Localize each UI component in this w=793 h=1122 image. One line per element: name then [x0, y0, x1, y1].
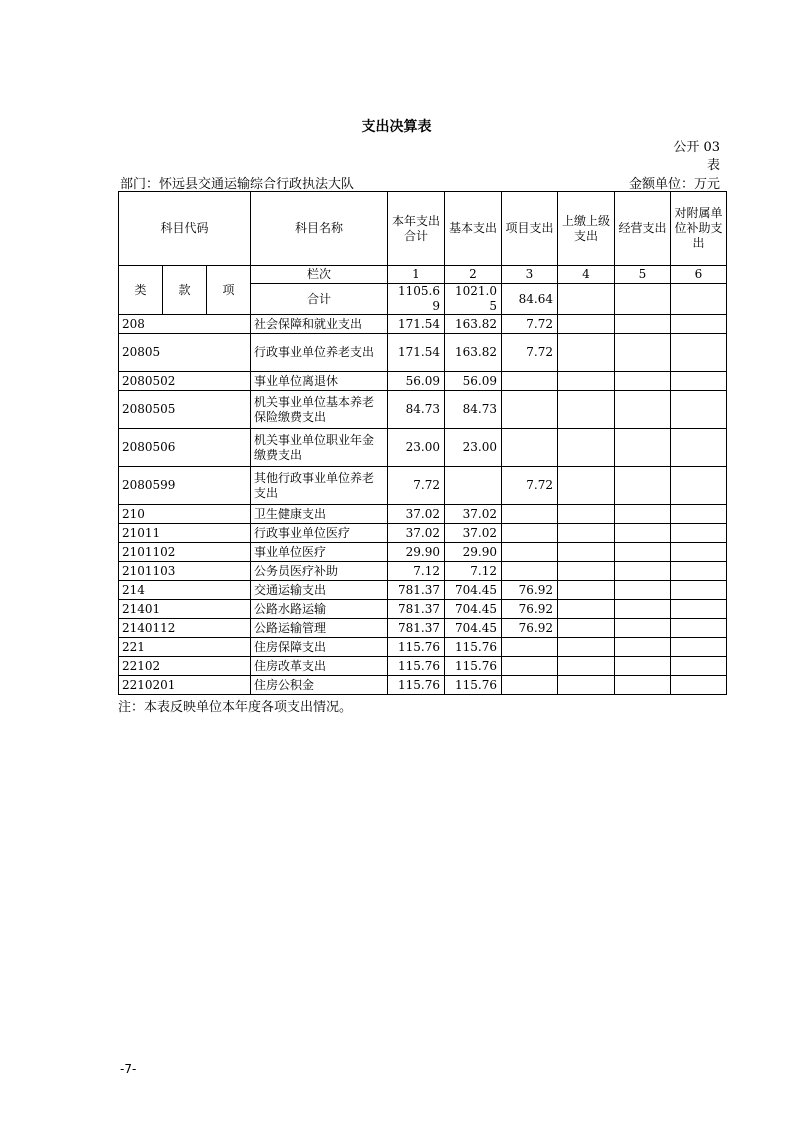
header-kuan: 款: [163, 266, 207, 315]
row-col1: 23.00: [388, 429, 445, 467]
table-row: [119, 334, 727, 372]
row-col2: 37.02: [445, 505, 502, 524]
row-col3: [502, 505, 558, 524]
row-name: 住房公积金: [251, 676, 388, 695]
page-number: -7-: [120, 1062, 137, 1076]
row-col3: 7.72: [502, 467, 558, 505]
row-code: 2140112: [119, 619, 251, 638]
row-col3: [502, 676, 558, 695]
row-col3: 76.92: [502, 581, 558, 600]
row-col3: 76.92: [502, 619, 558, 638]
row-col2: 115.76: [445, 657, 502, 676]
row-col3: [502, 372, 558, 391]
header-subject-code: 科目代码: [119, 192, 251, 266]
row-name: 行政事业单位养老支出: [251, 334, 388, 372]
row-name: 公路水路运输: [251, 600, 388, 619]
row-code: 2080505: [119, 391, 251, 429]
table-row: [119, 581, 727, 600]
row-code: 208: [119, 315, 251, 334]
table-row: [119, 315, 727, 334]
row-col1: 7.12: [388, 562, 445, 581]
table-row: [119, 429, 727, 467]
header-col2: 基本支出: [445, 192, 502, 266]
department-label: 部门：怀远县交通运输综合行政执法大队: [120, 177, 355, 192]
table-row: [119, 524, 727, 543]
header-subject-name: 科目名称: [251, 192, 388, 266]
header-col3: 项目支出: [502, 192, 558, 266]
table-row: [119, 543, 727, 562]
row-col1: 37.02: [388, 505, 445, 524]
row-name: 住房改革支出: [251, 657, 388, 676]
row-col1: 7.72: [388, 467, 445, 505]
row-col1: 115.76: [388, 638, 445, 657]
expenditure-table: [118, 191, 727, 695]
row-name: 公务员医疗补助: [251, 562, 388, 581]
table-row: [119, 619, 727, 638]
row-code: 221: [119, 638, 251, 657]
row-col1: 56.09: [388, 372, 445, 391]
row-name: 事业单位离退休: [251, 372, 388, 391]
row-col3: [502, 638, 558, 657]
row-code: 21011: [119, 524, 251, 543]
row-col1: 115.76: [388, 657, 445, 676]
row-col3: [502, 429, 558, 467]
row-code: 2101103: [119, 562, 251, 581]
table-note: 注：本表反映单位本年度各项支出情况。: [118, 700, 353, 715]
row-col3: 7.72: [502, 334, 558, 372]
row-code: 210: [119, 505, 251, 524]
header-col6: 对附属单位补助支出: [671, 192, 727, 266]
row-code: 2210201: [119, 676, 251, 695]
row-col2: 56.09: [445, 372, 502, 391]
col-number-4: 4: [558, 266, 615, 284]
row-col1: 37.02: [388, 524, 445, 543]
row-col3: 7.72: [502, 315, 558, 334]
page-title: 支出决算表: [361, 119, 432, 135]
row-col1: 171.54: [388, 315, 445, 334]
row-code: 2080506: [119, 429, 251, 467]
total-label: 合计: [251, 284, 388, 315]
col-number-6: 6: [671, 266, 727, 284]
row-col2: 163.82: [445, 315, 502, 334]
form-code-line1: 公开 03: [673, 140, 720, 155]
table-row: [119, 600, 727, 619]
total-col1: 1105.69: [388, 284, 445, 315]
amount-unit-label: 金额单位：万元: [628, 177, 720, 192]
row-code: 22102: [119, 657, 251, 676]
row-col2: 7.12: [445, 562, 502, 581]
row-col2: 704.45: [445, 600, 502, 619]
row-col1: 781.37: [388, 619, 445, 638]
header-xiang: 项: [207, 266, 251, 315]
row-code: 2080599: [119, 467, 251, 505]
table-row: [119, 562, 727, 581]
total-col3: 84.64: [502, 284, 558, 315]
row-col1: 781.37: [388, 600, 445, 619]
row-col3: [502, 562, 558, 581]
table-row: [119, 676, 727, 695]
row-name: 公路运输管理: [251, 619, 388, 638]
header-col4: 上缴上级支出: [558, 192, 615, 266]
table-row: [119, 372, 727, 391]
table-row: [119, 638, 727, 657]
row-col2: [445, 467, 502, 505]
row-col2: 23.00: [445, 429, 502, 467]
table-row: [119, 657, 727, 676]
row-col2: 704.45: [445, 581, 502, 600]
header-row: [119, 192, 727, 266]
row-name: 交通运输支出: [251, 581, 388, 600]
col-number-1: 1: [388, 266, 445, 284]
row-name: 其他行政事业单位养老支出: [251, 467, 388, 505]
row-name: 机关事业单位基本养老保险缴费支出: [251, 391, 388, 429]
row-col3: [502, 657, 558, 676]
row-name: 机关事业单位职业年金缴费支出: [251, 429, 388, 467]
column-number-row: [119, 266, 727, 284]
row-col1: 29.90: [388, 543, 445, 562]
header-col1: 本年支出合计: [388, 192, 445, 266]
row-code: 21401: [119, 600, 251, 619]
row-col1: 781.37: [388, 581, 445, 600]
row-name: 事业单位医疗: [251, 543, 388, 562]
row-name: 社会保障和就业支出: [251, 315, 388, 334]
row-col2: 115.76: [445, 676, 502, 695]
col-number-5: 5: [615, 266, 671, 284]
row-col2: 163.82: [445, 334, 502, 372]
row-col3: [502, 524, 558, 543]
row-name: 卫生健康支出: [251, 505, 388, 524]
form-code-line2: 表: [706, 158, 720, 173]
table-row: [119, 505, 727, 524]
col-number-3: 3: [502, 266, 558, 284]
table-row: [119, 467, 727, 505]
table-row: [119, 391, 727, 429]
row-col2: 115.76: [445, 638, 502, 657]
total-col2: 1021.05: [445, 284, 502, 315]
col-number-2: 2: [445, 266, 502, 284]
row-code: 20805: [119, 334, 251, 372]
row-col3: [502, 543, 558, 562]
row-code: 2080502: [119, 372, 251, 391]
row-col1: 115.76: [388, 676, 445, 695]
row-col1: 171.54: [388, 334, 445, 372]
row-code: 2101102: [119, 543, 251, 562]
row-col3: [502, 391, 558, 429]
row-name: 行政事业单位医疗: [251, 524, 388, 543]
header-lanci: 栏次: [251, 266, 388, 284]
row-col2: 29.90: [445, 543, 502, 562]
row-name: 住房保障支出: [251, 638, 388, 657]
row-code: 214: [119, 581, 251, 600]
row-col2: 704.45: [445, 619, 502, 638]
row-col2: 37.02: [445, 524, 502, 543]
header-col5: 经营支出: [615, 192, 671, 266]
row-col2: 84.73: [445, 391, 502, 429]
row-col1: 84.73: [388, 391, 445, 429]
row-col3: 76.92: [502, 600, 558, 619]
header-lei: 类: [119, 266, 163, 315]
